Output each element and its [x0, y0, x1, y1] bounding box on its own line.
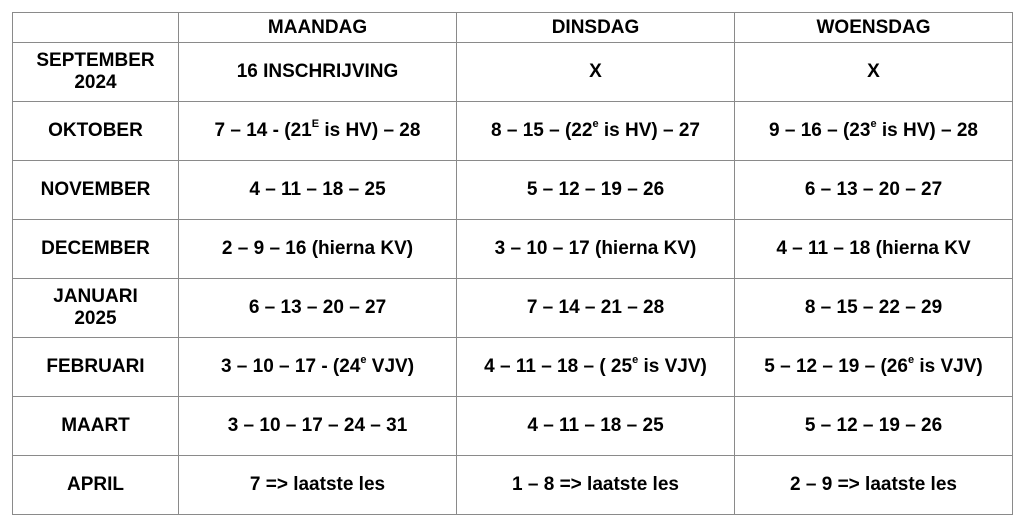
dates-text: 6 – 13 – 20 – 27	[248, 297, 387, 318]
dates-text: 9 – 16 – (23	[769, 120, 871, 141]
dates-text: 8 – 15 – 22 – 29	[804, 297, 943, 318]
dates-cell-wednesday	[735, 397, 1013, 456]
dates-text: is HV) – 28	[876, 120, 978, 141]
dates-cell-monday	[179, 456, 457, 515]
header-corner-cell	[13, 13, 179, 43]
month-label: FEBRUARI	[46, 356, 145, 377]
table-row	[13, 456, 1013, 515]
dates-text: 1 – 8 => laatste les	[512, 474, 679, 495]
dates-cell-tuesday	[457, 456, 735, 515]
table-row	[13, 397, 1013, 456]
dates-text: 8 – 15 – (22	[491, 120, 593, 141]
dates-text: 5 – 12 – 19 – 26	[804, 415, 943, 436]
dates-text: 16 INSCHRIJVING	[236, 61, 399, 82]
dates-text: 2 – 9 => laatste les	[790, 474, 957, 495]
dates-cell-wednesday	[735, 102, 1013, 161]
header-tuesday: DINSDAG	[457, 13, 735, 43]
table-row	[13, 279, 1013, 338]
ordinal-suffix: e	[360, 353, 367, 366]
dates-cell-monday	[179, 220, 457, 279]
dates-cell-wednesday	[735, 161, 1013, 220]
month-label: 2025	[74, 308, 117, 329]
dates-cell-tuesday	[457, 43, 735, 102]
dates-text: 7 – 14 – 21 – 28	[526, 297, 665, 318]
table-row	[13, 102, 1013, 161]
month-label: DECEMBER	[41, 238, 150, 259]
dates-text: X	[867, 61, 880, 82]
dates-cell-tuesday	[457, 102, 735, 161]
table-row	[13, 161, 1013, 220]
dates-text: 3 – 10 – 17 - (24	[220, 356, 361, 377]
dates-cell-wednesday	[735, 338, 1013, 397]
dates-text: 4 – 11 – 18 – 25	[527, 415, 664, 436]
month-cell	[13, 397, 179, 456]
dates-text: 5 – 12 – 19 – 26	[526, 179, 665, 200]
table-row	[13, 338, 1013, 397]
dates-text: is VJV)	[638, 356, 707, 377]
schedule-table	[12, 12, 1013, 515]
month-label: APRIL	[67, 474, 124, 495]
month-cell	[13, 220, 179, 279]
dates-cell-monday	[179, 397, 457, 456]
dates-cell-monday	[179, 161, 457, 220]
header-monday: MAANDAG	[179, 13, 457, 43]
dates-text: X	[589, 61, 602, 82]
dates-text: 4 – 11 – 18 – 25	[249, 179, 386, 200]
ordinal-suffix: e	[870, 117, 877, 130]
month-label: OKTOBER	[48, 120, 143, 141]
dates-cell-monday	[179, 338, 457, 397]
ordinal-suffix: e	[592, 117, 599, 130]
table-row	[13, 43, 1013, 102]
dates-text: 4 – 11 – 18 – ( 25	[484, 356, 633, 377]
dates-cell-monday	[179, 102, 457, 161]
dates-text: 7 – 14 - (21	[214, 120, 312, 141]
dates-cell-tuesday	[457, 397, 735, 456]
dates-text: is VJV)	[914, 356, 983, 377]
month-label: JANUARI	[53, 286, 138, 307]
dates-cell-tuesday	[457, 338, 735, 397]
dates-cell-tuesday	[457, 161, 735, 220]
month-label: NOVEMBER	[40, 179, 151, 200]
month-cell	[13, 456, 179, 515]
ordinal-suffix: e	[907, 353, 915, 366]
month-cell	[13, 161, 179, 220]
table-row	[13, 220, 1013, 279]
dates-text: is HV) – 27	[598, 120, 700, 141]
month-cell	[13, 338, 179, 397]
dates-text: 3 – 10 – 17 (hierna KV)	[494, 238, 697, 259]
dates-text: VJV)	[366, 356, 415, 377]
dates-cell-wednesday	[735, 43, 1013, 102]
month-cell	[13, 102, 179, 161]
month-label: 2024	[74, 72, 117, 93]
dates-cell-monday	[179, 279, 457, 338]
schedule-body	[13, 43, 1013, 515]
dates-text: 3 – 10 – 17 – 24 – 31	[227, 415, 408, 436]
month-cell	[13, 43, 179, 102]
dates-text: is HV) – 28	[319, 120, 421, 141]
header-wednesday: WOENSDAG	[735, 13, 1013, 43]
month-cell	[13, 279, 179, 338]
month-label: SEPTEMBER	[36, 50, 155, 71]
dates-text: 5 – 12 – 19 – (26	[764, 356, 908, 377]
dates-text: 4 – 11 – 18 (hierna KV	[776, 238, 971, 259]
header-row	[13, 13, 1013, 43]
dates-cell-tuesday	[457, 220, 735, 279]
dates-cell-wednesday	[735, 279, 1013, 338]
dates-cell-tuesday	[457, 279, 735, 338]
ordinal-suffix: e	[632, 353, 639, 366]
dates-cell-wednesday	[735, 456, 1013, 515]
dates-cell-wednesday	[735, 220, 1013, 279]
dates-cell-monday	[179, 43, 457, 102]
dates-text: 6 – 13 – 20 – 27	[804, 179, 943, 200]
month-label: MAART	[61, 415, 130, 436]
ordinal-suffix: E	[311, 117, 320, 130]
dates-text: 2 – 9 – 16 (hierna KV)	[221, 238, 414, 259]
dates-text: 7 => laatste les	[249, 474, 386, 495]
